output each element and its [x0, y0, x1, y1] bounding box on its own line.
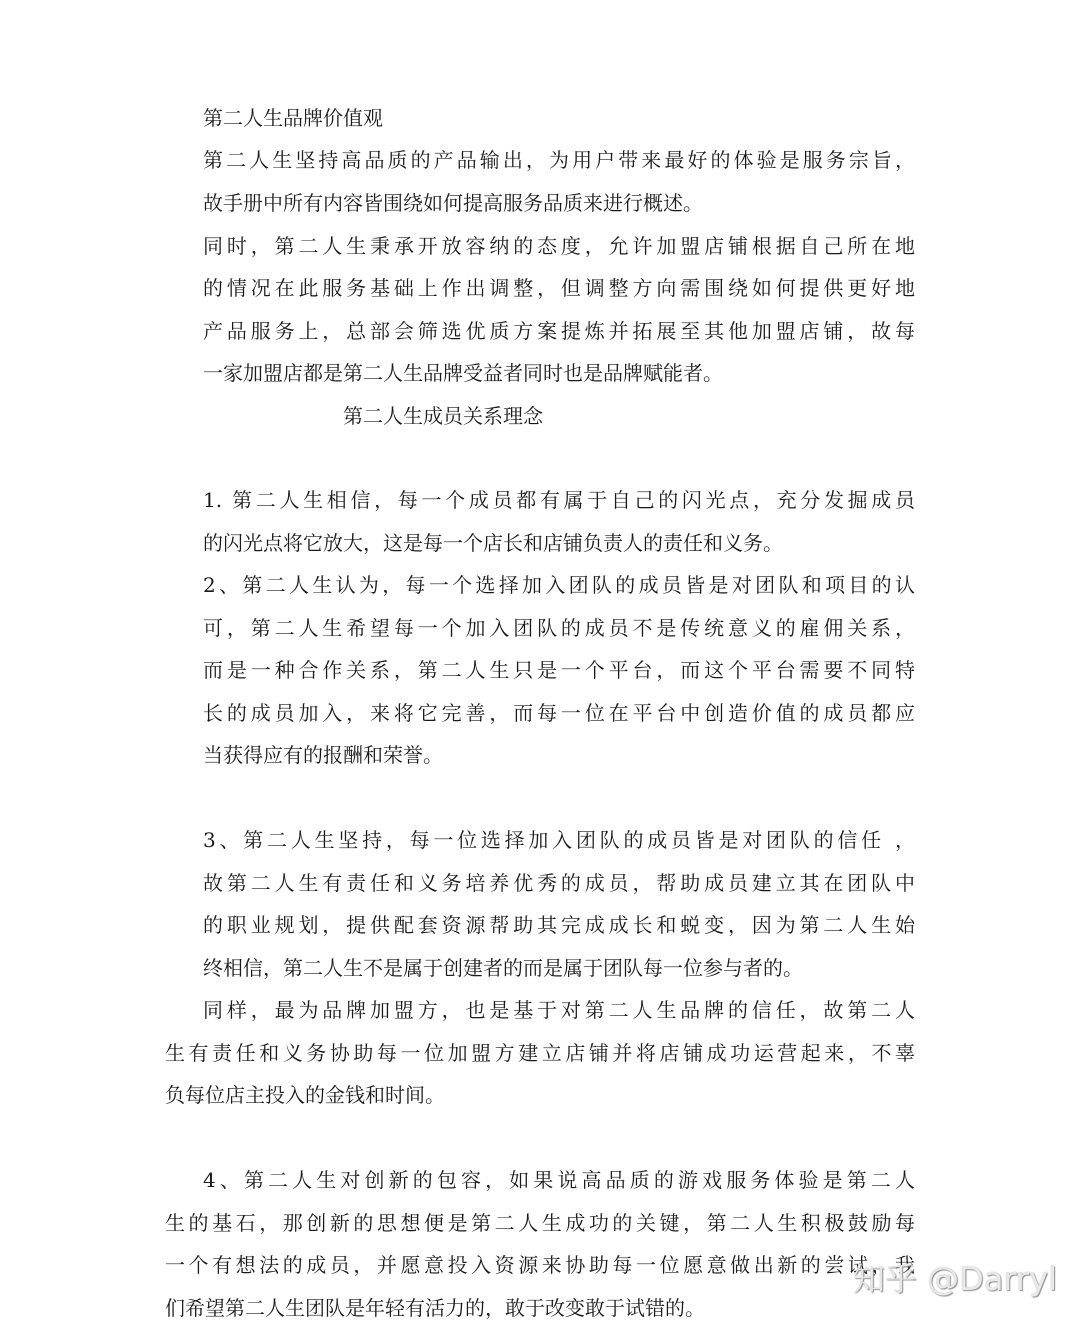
paragraph-line: 一家加盟店都是第二人生品牌受益者同时也是品牌赋能者。 — [203, 361, 723, 385]
paragraph-line: 的情况在此服务基础上作出调整，但调整方向需围绕如何提供更好地 — [203, 276, 915, 300]
list-item-line: 生的基石，那创新的思想便是第二人生成功的关键，第二人生积极鼓励每 — [165, 1211, 915, 1235]
list-item-line: 而是一种合作关系，第二人生只是一个平台，而这个平台需要不同特 — [203, 658, 915, 682]
list-item-line: 故第二人生有责任和义务培养优秀的成员，帮助成员建立其在团队中 — [203, 871, 915, 895]
list-item-line: 2、第二人生认为，每一个选择加入团队的成员皆是对团队和项目的认 — [203, 573, 915, 597]
list-item-line: 负每位店主投入的金钱和时间。 — [165, 1083, 445, 1107]
list-item-line: 当获得应有的报酬和荣誉。 — [203, 743, 443, 767]
brand-values-heading: 第二人生品牌价值观 — [203, 106, 383, 130]
list-item-line: 3、第二人生坚持，每一位选择加入团队的成员皆是对团队的信任 ， — [203, 828, 915, 852]
list-item-line: 长的成员加入，来将它完善，而每一位在平台中创造价值的成员都应 — [203, 701, 915, 725]
paragraph-line: 产品服务上，总部会筛选优质方案提炼并拓展至其他加盟店铺，故每 — [203, 319, 915, 343]
list-item-line: 的职业规划，提供配套资源帮助其完成成长和蜕变，因为第二人生始 — [203, 913, 915, 937]
list-item-line: 一个有想法的成员，并愿意投入资源来协助每一位愿意做出新的尝试，我 — [165, 1253, 915, 1277]
list-item-line: 生有责任和义务协助每一位加盟方建立店铺并将店铺成功运营起来，不辜 — [165, 1041, 915, 1065]
list-item-line: 们希望第二人生团队是年轻有活力的，敢于改变敢于试错的。 — [165, 1296, 705, 1320]
paragraph-line: 第二人生坚持高品质的产品输出，为用户带来最好的体验是服务宗旨， — [203, 148, 915, 172]
zhihu-watermark: 知乎 @Darryl — [853, 1260, 1058, 1298]
list-item-line: 同样，最为品牌加盟方，也是基于对第二人生品牌的信任，故第二人 — [203, 998, 915, 1022]
section-title: 第二人生成员关系理念 — [343, 404, 543, 428]
list-item-line: 4、第二人生对创新的包容，如果说高品质的游戏服务体验是第二人 — [203, 1168, 915, 1192]
list-item-line: 终相信，第二人生不是属于创建者的而是属于团队每一位参与者的。 — [203, 956, 803, 980]
paragraph-line: 故手册中所有内容皆围绕如何提高服务品质来进行概述。 — [203, 191, 703, 215]
paragraph-line: 同时，第二人生秉承开放容纳的态度，允许加盟店铺根据自己所在地 — [203, 234, 915, 258]
list-item-line: 1. 第二人生相信，每一个成员都有属于自己的闪光点，充分发掘成员 — [203, 488, 915, 512]
list-item-line: 的闪光点将它放大，这是每一个店长和店铺负责人的责任和义务。 — [203, 531, 783, 555]
list-item-line: 可，第二人生希望每一个加入团队的成员不是传统意义的雇佣关系， — [203, 616, 915, 640]
